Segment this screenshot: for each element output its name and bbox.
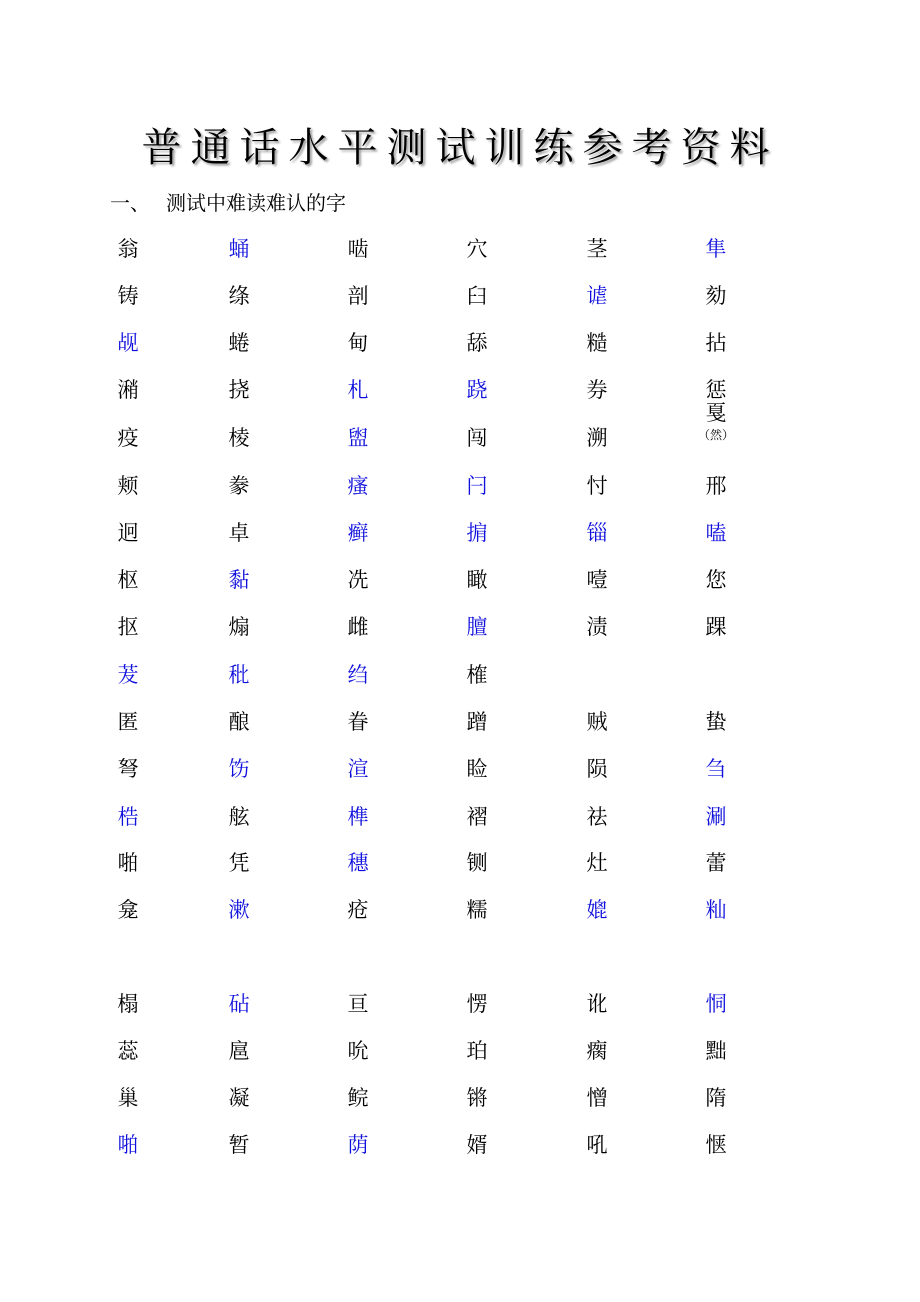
section-number: 一、 (110, 191, 150, 215)
character-cell (209, 700, 269, 744)
character-row (0, 653, 920, 697)
character-cell (686, 982, 746, 1026)
character-note: （然） (697, 428, 734, 442)
character: 愣 (466, 992, 488, 1016)
character: 秕 (228, 663, 250, 687)
character: 龛 (117, 898, 139, 922)
character-cell (567, 700, 627, 744)
character: 疫 (117, 426, 139, 450)
character-cell (447, 1076, 507, 1120)
character: 溯 (586, 426, 608, 450)
character-cell (209, 982, 269, 1026)
character-cell (98, 1076, 158, 1120)
character: 卓 (228, 521, 250, 545)
character: 蛹 (228, 237, 250, 261)
character-cell (686, 795, 746, 839)
character: 绉 (347, 663, 369, 687)
character-cell (447, 274, 507, 318)
character: 迥 (117, 521, 139, 545)
empty-cell (567, 653, 627, 697)
character: 嗑 (705, 521, 727, 545)
character-cell (447, 795, 507, 839)
character-cell (328, 511, 388, 555)
character-row (0, 982, 920, 1026)
character: 茎 (586, 237, 608, 261)
character-cell (209, 605, 269, 649)
character-cell (98, 368, 158, 412)
character: 蕊 (117, 1039, 139, 1063)
character: 吮 (347, 1039, 369, 1063)
character-cell (209, 841, 269, 885)
character: 梏 (117, 805, 139, 829)
character: 涮 (705, 805, 727, 829)
character-row (0, 888, 920, 932)
character-cell (328, 700, 388, 744)
character: 疮 (347, 898, 369, 922)
character-cell (209, 321, 269, 365)
character: 掮 (466, 521, 488, 545)
character-cell (447, 511, 507, 555)
character: 豢 (228, 474, 250, 498)
character-cell (567, 982, 627, 1026)
character: 剖 (347, 284, 369, 308)
character: 惬 (705, 1133, 727, 1157)
character: 噎 (586, 568, 608, 592)
character-cell (209, 558, 269, 602)
character: 棱 (228, 426, 250, 450)
character: 甸 (347, 331, 369, 355)
character: 盥 (347, 426, 369, 450)
character-cell (447, 888, 507, 932)
character: 糙 (586, 331, 608, 355)
character-cell (98, 227, 158, 271)
character: 贼 (586, 710, 608, 734)
character: 弩 (117, 757, 139, 781)
character-cell (209, 795, 269, 839)
character-row (0, 1076, 920, 1120)
character: 鲩 (347, 1086, 369, 1110)
character: 渲 (347, 757, 369, 781)
character: 砧 (228, 992, 250, 1016)
character-cell (328, 888, 388, 932)
character: 挠 (228, 378, 250, 402)
character: 亘 (347, 992, 369, 1016)
character-row (0, 1029, 920, 1073)
character-cell (567, 464, 627, 508)
character-cell (98, 841, 158, 885)
character: 珀 (466, 1039, 488, 1063)
character: 舷 (228, 805, 250, 829)
character-cell (328, 464, 388, 508)
character-cell (567, 558, 627, 602)
character-cell (686, 511, 746, 555)
character-cell (328, 558, 388, 602)
character: 荫 (347, 1133, 369, 1157)
character: 闯 (466, 426, 488, 450)
character-cell (447, 700, 507, 744)
character-cell (447, 1123, 507, 1167)
character: 臼 (466, 284, 488, 308)
character-cell (328, 416, 388, 460)
character-cell (686, 841, 746, 885)
character-cell (567, 274, 627, 318)
character-cell (328, 1123, 388, 1167)
character-cell (567, 747, 627, 791)
character: 铸 (117, 284, 139, 308)
character: 黜 (705, 1039, 727, 1063)
character-cell (98, 795, 158, 839)
character: 暂 (228, 1133, 250, 1157)
character-cell (328, 274, 388, 318)
character-row (0, 558, 920, 602)
character: 跷 (466, 378, 488, 402)
character-cell (567, 321, 627, 365)
character: 绦 (228, 284, 250, 308)
character-cell (209, 416, 269, 460)
character: 潲 (117, 378, 139, 402)
character-cell (328, 321, 388, 365)
character-cell (98, 511, 158, 555)
character-cell (447, 227, 507, 271)
character-cell (98, 747, 158, 791)
character: 漱 (228, 898, 250, 922)
character-cell (686, 402, 746, 462)
character: 惩 (705, 378, 727, 402)
character-cell (98, 464, 158, 508)
character-cell (686, 321, 746, 365)
character-cell (98, 653, 158, 697)
character: 巢 (117, 1086, 139, 1110)
character-row (0, 795, 920, 839)
character-cell (328, 841, 388, 885)
character: 啪 (117, 1133, 139, 1157)
character: 讹 (586, 992, 608, 1016)
character-cell (567, 368, 627, 412)
character-row (0, 464, 920, 508)
character: 拈 (705, 331, 727, 355)
character: 煽 (228, 615, 250, 639)
character: 枢 (117, 568, 139, 592)
character: 籼 (705, 898, 727, 922)
character: 茇 (117, 663, 139, 687)
character-cell (209, 1029, 269, 1073)
character: 券 (586, 378, 608, 402)
character-cell (567, 1076, 627, 1120)
character-cell (98, 321, 158, 365)
character-cell (686, 1029, 746, 1073)
character-cell (567, 1029, 627, 1073)
character: 抠 (117, 615, 139, 639)
character: 啪 (117, 851, 139, 875)
character-cell (686, 605, 746, 649)
character: 饬 (228, 757, 250, 781)
character: 闩 (466, 474, 488, 498)
character-cell (209, 888, 269, 932)
character: 劾 (705, 284, 727, 308)
character-cell (447, 605, 507, 649)
character: 雌 (347, 615, 369, 639)
character-cell (567, 605, 627, 649)
character: 穗 (347, 851, 369, 875)
character: 瘙 (347, 474, 369, 498)
character: 踝 (705, 615, 727, 639)
character-cell (209, 274, 269, 318)
character-cell (328, 605, 388, 649)
character: 榻 (117, 992, 139, 1016)
character-cell (686, 274, 746, 318)
character-cell (98, 1029, 158, 1073)
character-cell (447, 747, 507, 791)
character: 隼 (705, 237, 727, 261)
character: 铡 (466, 851, 488, 875)
character: 忖 (586, 474, 608, 498)
character-cell (209, 1123, 269, 1167)
character-row (0, 605, 920, 649)
character: 媲 (586, 898, 608, 922)
character: 翁 (117, 237, 139, 261)
section-title: 测试中难读难认的字 (166, 191, 346, 215)
character-cell (447, 416, 507, 460)
character-cell (686, 747, 746, 791)
empty-cell (686, 653, 746, 697)
character: 匿 (117, 710, 139, 734)
character-cell (567, 1123, 627, 1167)
character-row (0, 274, 920, 318)
character: 舔 (466, 331, 488, 355)
character-row (0, 511, 920, 555)
character-cell (328, 227, 388, 271)
character: 瘸 (586, 1039, 608, 1063)
character: 恫 (705, 992, 727, 1016)
character: 褶 (466, 805, 488, 829)
character: 邢 (705, 474, 727, 498)
character: 穴 (466, 237, 488, 261)
character-cell (686, 700, 746, 744)
character-cell (98, 274, 158, 318)
character-cell (447, 653, 507, 697)
character-cell (209, 1076, 269, 1120)
character: 蕾 (705, 851, 727, 875)
character: 祛 (586, 805, 608, 829)
character-cell (686, 1076, 746, 1120)
character-cell (328, 982, 388, 1026)
character-cell (567, 416, 627, 460)
character: 吼 (586, 1133, 608, 1157)
character-cell (328, 747, 388, 791)
character-cell (447, 1029, 507, 1073)
character: 您 (705, 568, 727, 592)
character-cell (686, 558, 746, 602)
character-row (0, 1123, 920, 1167)
character-cell (98, 888, 158, 932)
character-cell (209, 747, 269, 791)
character: 谑 (586, 284, 608, 308)
character-row (0, 401, 920, 460)
character-cell (209, 368, 269, 412)
character-cell (447, 841, 507, 885)
character: 冼 (347, 568, 369, 592)
character: 啮 (347, 237, 369, 261)
character-cell (686, 1123, 746, 1167)
character-cell (98, 605, 158, 649)
character-cell (209, 227, 269, 271)
character: 扈 (228, 1039, 250, 1063)
character-cell (209, 511, 269, 555)
character: 睑 (466, 757, 488, 781)
character-cell (98, 558, 158, 602)
character: 婿 (466, 1133, 488, 1157)
character-cell (447, 982, 507, 1026)
character-cell (98, 700, 158, 744)
character: 刍 (705, 757, 727, 781)
character-cell (98, 982, 158, 1026)
character-cell (567, 795, 627, 839)
character-cell (209, 464, 269, 508)
character-cell (447, 558, 507, 602)
character: 蛰 (705, 710, 727, 734)
character: 戛 (705, 401, 727, 425)
character: 憎 (586, 1086, 608, 1110)
character: 灶 (586, 851, 608, 875)
character-cell (567, 227, 627, 271)
character: 觇 (117, 331, 139, 355)
character-cell (328, 1029, 388, 1073)
character: 眷 (347, 710, 369, 734)
character: 膻 (466, 615, 488, 639)
character-cell (98, 416, 158, 460)
character-row (0, 700, 920, 744)
character-cell (447, 321, 507, 365)
character: 凝 (228, 1086, 250, 1110)
character: 癣 (347, 521, 369, 545)
character-cell (686, 464, 746, 508)
character-cell (686, 888, 746, 932)
character: 蹭 (466, 710, 488, 734)
character: 榫 (347, 805, 369, 829)
character: 锵 (466, 1086, 488, 1110)
character-cell (686, 227, 746, 271)
character-row (0, 227, 920, 271)
character: 陨 (586, 757, 608, 781)
character: 榷 (466, 663, 488, 687)
character-cell (328, 653, 388, 697)
character-cell (447, 368, 507, 412)
character-cell (328, 795, 388, 839)
character: 隋 (705, 1086, 727, 1110)
character: 颊 (117, 474, 139, 498)
character-cell (567, 511, 627, 555)
character: 渍 (586, 615, 608, 639)
character-cell (328, 1076, 388, 1120)
character-cell (567, 888, 627, 932)
character: 酿 (228, 710, 250, 734)
character-row (0, 321, 920, 365)
character-row (0, 368, 920, 412)
character-cell (328, 368, 388, 412)
character: 蜷 (228, 331, 250, 355)
character-row (0, 841, 920, 885)
character: 锱 (586, 521, 608, 545)
character: 糯 (466, 898, 488, 922)
character-cell (567, 841, 627, 885)
character-cell (447, 464, 507, 508)
character: 凭 (228, 851, 250, 875)
character: 瞰 (466, 568, 488, 592)
character-row (0, 747, 920, 791)
document-title: 普通话水平测试训练参考资料 (141, 125, 779, 171)
character: 札 (347, 378, 369, 402)
character-cell (209, 653, 269, 697)
character-cell (98, 1123, 158, 1167)
character: 黏 (228, 568, 250, 592)
